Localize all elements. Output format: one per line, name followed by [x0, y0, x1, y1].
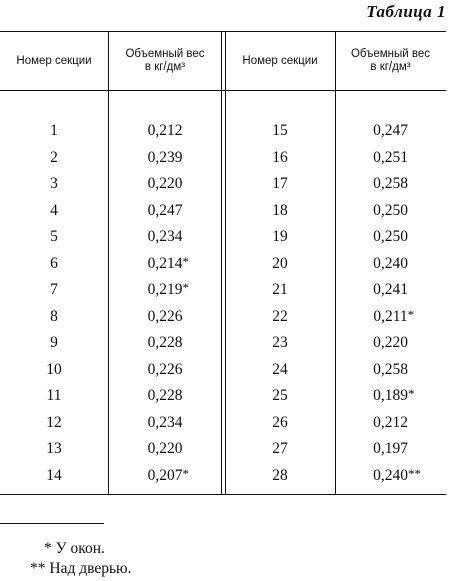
cell-value-right: 0,240 — [373, 254, 408, 272]
cell-section-left: 5 — [50, 228, 58, 245]
cell-value-right: 0,189 * — [335, 383, 446, 410]
cell-section-right: 23 — [272, 334, 288, 351]
cell-value-right: 0,212 — [373, 413, 408, 431]
cell-section-right: 17 — [272, 175, 288, 192]
cell-section-left: 7 — [50, 281, 58, 298]
table-row — [0, 118, 446, 145]
cell-value-right: 0,240 ** — [335, 463, 446, 490]
cell-value-left: 0,212 — [147, 122, 183, 139]
table-row — [0, 463, 446, 490]
footnote-mark: ** — [407, 465, 421, 481]
cell-section-right: 20 — [272, 254, 288, 272]
cell-section-left: 10 — [46, 360, 62, 378]
cell-value-left: 0,207 * — [108, 463, 222, 490]
cell-section-right: 28 — [272, 466, 288, 484]
cell-value-left: 0,247 — [147, 201, 183, 219]
cell-section-right: 22 — [272, 307, 288, 325]
footnote-door: ** Над дверью. — [30, 560, 132, 577]
cell-value-left: 0,239 — [147, 148, 183, 166]
cell-value-left: 0,234 — [147, 228, 183, 245]
header-volume-weight-right — [335, 32, 446, 90]
cell-section-right: 21 — [272, 281, 288, 298]
cell-value-right: 0,197 — [373, 440, 408, 457]
cell-value-left: 0,228 — [147, 334, 183, 351]
cell-value-right: 0,258 — [373, 360, 408, 378]
footnote-rule — [0, 523, 104, 524]
header-volume-weight-line2-right: в кг/дм³ — [370, 61, 411, 73]
table-row — [0, 198, 446, 225]
header-section-number-left: Номер секции — [16, 54, 92, 67]
footnote-mark: * — [182, 280, 189, 295]
cell-section-right: 16 — [272, 148, 288, 166]
cell-value-right: 0,250 — [373, 228, 408, 245]
header-section-number-right: Номер секции — [242, 54, 318, 67]
footnote-mark: * — [182, 465, 189, 481]
cell-section-right: 19 — [272, 228, 288, 245]
header-volume-weight-line1-left: Объемный вес — [125, 48, 205, 60]
table-row — [0, 277, 446, 304]
cell-section-right: 18 — [272, 201, 288, 219]
cell-value-left: 0,219 * — [108, 277, 222, 304]
cell-section-left: 13 — [46, 440, 62, 457]
table-row — [0, 357, 446, 384]
footnote-mark: * — [407, 386, 415, 401]
cell-value-right: 0,251 — [373, 148, 408, 166]
cell-value-right: 0,258 — [373, 175, 408, 192]
cell-section-left: 4 — [50, 201, 58, 219]
table-row — [0, 251, 446, 278]
table-body — [0, 118, 446, 489]
cell-section-left: 12 — [46, 413, 62, 431]
cell-value-left: 0,228 — [147, 387, 183, 404]
cell-section-right: 24 — [272, 360, 288, 378]
cell-section-left: 8 — [50, 307, 58, 325]
cell-section-left: 11 — [46, 387, 62, 404]
cell-value-right: 0,247 — [373, 122, 408, 139]
cell-section-left: 14 — [46, 466, 62, 484]
volume-weight-table — [0, 31, 446, 495]
table-row — [0, 304, 446, 331]
cell-section-left: 9 — [50, 334, 58, 351]
table-row — [0, 383, 446, 410]
table-caption: Таблица 1 — [366, 2, 446, 21]
cell-section-left: 2 — [50, 148, 58, 166]
table-row — [0, 330, 446, 357]
table-row — [0, 145, 446, 172]
cell-value-left: 0,226 — [147, 307, 183, 325]
table-row — [0, 171, 446, 198]
cell-value-left: 0,226 — [147, 360, 183, 378]
table-row — [0, 410, 446, 437]
footnote-mark: * — [182, 253, 189, 269]
cell-section-right: 25 — [272, 387, 288, 404]
header-volume-weight-left — [108, 32, 222, 90]
cell-section-right: 27 — [272, 440, 288, 457]
cell-value-right: 0,211 * — [335, 304, 446, 331]
cell-value-right: 0,250 — [373, 201, 408, 219]
cell-section-left: 3 — [50, 175, 58, 192]
table-row — [0, 224, 446, 251]
cell-value-left: 0,234 — [147, 413, 183, 431]
footnote-window: * У окон. — [44, 540, 105, 557]
cell-value-left: 0,220 — [147, 175, 183, 192]
cell-section-left: 6 — [50, 254, 58, 272]
table-row — [0, 436, 446, 463]
cell-value-left: 0,220 — [147, 440, 183, 457]
footnote-mark: * — [407, 306, 415, 322]
cell-section-left: 1 — [50, 122, 58, 139]
cell-section-right: 26 — [272, 413, 288, 431]
cell-value-left: 0,214 * — [108, 251, 222, 278]
cell-value-right: 0,220 — [373, 334, 408, 351]
header-volume-weight-line2-left: в кг/дм³ — [144, 61, 186, 73]
cell-value-right: 0,241 — [373, 281, 408, 298]
cell-section-right: 15 — [272, 122, 288, 139]
header-volume-weight-line1-right: Объемный вес — [350, 48, 430, 60]
